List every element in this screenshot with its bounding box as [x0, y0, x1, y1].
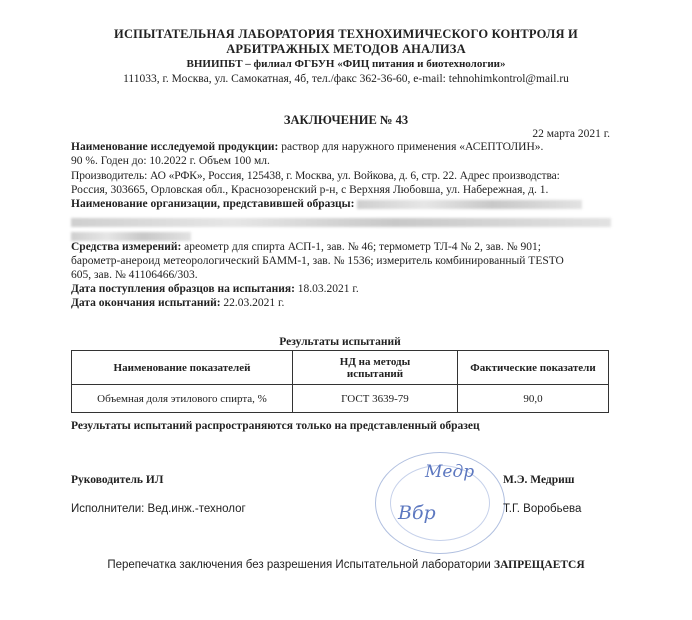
- head-label: Руководитель ИЛ: [71, 474, 164, 486]
- footer-text: Перепечатка заключения без разрешения Испытательной лаборатории: [107, 559, 495, 571]
- table-header-row: [72, 351, 609, 385]
- redacted-text: [357, 200, 582, 209]
- producer-line2: Россия, 303665, Орловская обл., Краснозоренский р-н, с Верхняя Любовша, ул. Набережная, д. 1.: [71, 184, 549, 196]
- signature-head: Медр: [425, 462, 475, 482]
- lab-affiliation: ВНИИПБТ – филиал ФГБУН «ФИЦ питания и биотехнологии»: [186, 58, 506, 70]
- product-label: Наименование исследуемой продукции:: [71, 141, 279, 153]
- product-value: раствор для наружного применения «АСЕПТОЛИН».: [278, 141, 544, 153]
- footer-note: [0, 559, 692, 571]
- product-line2: 90 %. Годен до: 10.2022 г. Объем 100 мл.: [71, 155, 270, 167]
- head-name: М.Э. Медриш: [503, 474, 575, 486]
- header-indicator: Наименование показателей: [72, 351, 293, 385]
- instruments-line2: барометр-анероид метеорологический БАММ-1, зав. № 1536; измеритель комбинированный TESTO: [71, 255, 564, 267]
- organization-label: Наименование организации, представившей образцы:: [71, 198, 355, 210]
- cell-indicator: Объемная доля этилового спирта, %: [72, 385, 293, 413]
- cell-method: ГОСТ 3639-79: [293, 385, 458, 413]
- received-label: Дата поступления образцов на испытания:: [71, 283, 295, 295]
- product-line1: [71, 141, 611, 155]
- instruments-label: Средства измерений:: [71, 241, 182, 253]
- received-date: [71, 283, 359, 297]
- header-method: НД на методы испытаний: [293, 351, 458, 385]
- document-date: 22 марта 2021 г.: [532, 128, 610, 140]
- executor-name: Т.Г. Воробьева: [503, 503, 582, 515]
- received-value: 18.03.2021 г.: [294, 283, 359, 295]
- redacted-text: [71, 232, 191, 241]
- lab-name-line2: АРБИТРАЖНЫХ МЕТОДОВ АНАЛИЗА: [226, 42, 466, 56]
- redacted-text: [71, 218, 611, 227]
- signature-executor: Вбр: [398, 502, 436, 524]
- results-caption: Результаты испытаний: [279, 336, 401, 348]
- lab-address: 111033, г. Москва, ул. Самокатная, 4б, тел./факс 362-36-60, e-mail: tehnohimkontrol@mail.ru: [123, 73, 569, 85]
- finished-value: 22.03.2021 г.: [220, 297, 285, 309]
- instruments-line3: 605, зав. № 41106466/303.: [71, 269, 198, 281]
- instruments-value: ареометр для спирта АСП-1, зав. № 46; термометр ТЛ-4 № 2, зав. № 901;: [181, 241, 541, 253]
- lab-name-line1: ИСПЫТАТЕЛЬНАЯ ЛАБОРАТОРИЯ ТЕХНОХИМИЧЕСКОГО КОНТРОЛЯ И: [114, 27, 578, 41]
- executor-label: Исполнители: Вед.инж.-технолог: [71, 503, 246, 515]
- finished-label: Дата окончания испытаний:: [71, 297, 221, 309]
- instruments-line1: [71, 241, 611, 255]
- finished-date: [71, 297, 284, 311]
- results-table: [71, 350, 609, 413]
- document-title: ЗАКЛЮЧЕНИЕ № 43: [283, 113, 409, 127]
- footer-bold: ЗАПРЕЩАЕТСЯ: [494, 559, 585, 571]
- producer-line1: Производитель: АО «РФК», Россия, 125438, г. Москва, ул. Войкова, д. 6, стр. 22. Адрес производства:: [71, 170, 560, 182]
- organization-line1: [71, 198, 611, 212]
- table-row: [72, 385, 609, 413]
- results-note: Результаты испытаний распространяются только на представленный образец: [71, 420, 480, 432]
- header-actual: Фактические показатели: [458, 351, 609, 385]
- cell-actual: 90,0: [458, 385, 609, 413]
